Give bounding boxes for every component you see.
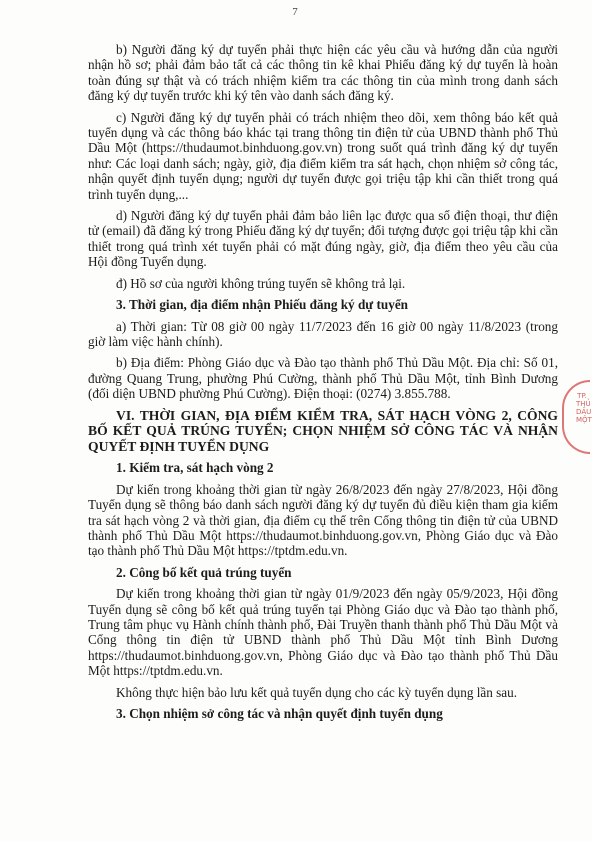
paragraph-b: b) Người đăng ký dự tuyển phải thực hiện các yêu cầu và hướng dẫn của người nhận hồ sơ; phải đảm bảo tất cả các thông tin kê khai Phiếu đăng ký dự tuyển là hoàn toàn đúng sự thật và có trách nhiệm kiểm tra các thông tin của mình trong danh sách đăng ký dự tuyển trước khi ký tên vào danh sách đăng ký. bbox=[88, 42, 558, 104]
stamp-text: TP. THỦ DẦU MỘT bbox=[576, 392, 592, 424]
paragraph-c: c) Người đăng ký dự tuyển phải có trách nhiệm theo dõi, xem thông báo kết quả tuyển dụng và các thông báo khác tại trang thông tin điện tử của UBND thành phố Thủ Dầu Một (https://thudaumot.binhduong.gov.vn) trong suốt quá trình đăng ký dự tuyển như: Các loại danh sách; ngày, giờ, địa điểm kiểm tra sát hạch, chọn nhiệm sở công tác, nhận quyết định tuyển dụng; người dự tuyển được gọi triệu tập khi cần thiết trong quá trình tuyển dụng,... bbox=[88, 109, 558, 202]
section-vi-2-heading: 2. Công bố kết quả trúng tuyển bbox=[116, 564, 292, 580]
section-vi-2-note: Không thực hiện bảo lưu kết quả tuyển dụng cho các kỳ tuyển dụng lần sau. bbox=[116, 684, 518, 700]
section-3-time: a) Thời gian: Từ 08 giờ 00 ngày 11/7/2023 đến 16 giờ 00 ngày 11/8/2023 (trong giờ làm việc hành chính). bbox=[88, 318, 558, 349]
section-vi-1-text: Dự kiến trong khoảng thời gian từ ngày 26/8/2023 đến ngày 27/8/2023, Hội đồng Tuyển dụng sẽ thông báo danh sách người đăng ký dự tuyển đủ điều kiện tham gia kiểm tra sát hạch vòng 2 và thời gian, địa điểm cụ thể trên Cổng thông tin điện tử của UBND thành phố Thủ Dầu Một https://thudaumot.binhduong.gov.vn, Phòng Giáo dục và Đào tạo thành phố Thủ Dầu Một https://tptdm.edu.vn. bbox=[88, 481, 558, 559]
section-3-location: b) Địa điểm: Phòng Giáo dục và Đào tạo thành phố Thủ Dầu Một. Địa chỉ: Số 01, đường Quang Trung, phường Phú Cường, thành phố Thủ Dầu Một, tỉnh Bình Dương (đối diện UBND phường Phú Cường). Điện thoại: (0274) 3.855.788. bbox=[88, 355, 558, 402]
section-vi-2-text: Dự kiến trong khoảng thời gian từ ngày 01/9/2023 đến ngày 05/9/2023, Hội đồng Tuyển dụng sẽ công bố kết quả trúng tuyển tại Phòng Giáo dục và Đào tạo thành phố, Trung tâm phục vụ Hành chính thành phố, Đài Truyền thanh thành phố Thủ Dầu Một và Cổng thông tin điện tử UBND thành phố Thủ Dầu Một tỉnh Bình Dương https://thudaumot.binhduong.gov.vn, Phòng Giáo dục và Đào tạo thành phố Thủ Dầu Một https://tptdm.edu.vn. bbox=[88, 586, 558, 679]
section-vi-3-heading: 3. Chọn nhiệm sở công tác và nhận quyết định tuyển dụng bbox=[116, 706, 443, 721]
section-vi-heading: VI. THỜI GIAN, ĐỊA ĐIỂM KIỂM TRA, SÁT HẠCH VÒNG 2, CÔNG BỐ KẾT QUẢ TRÚNG TUYỂN; CHỌN NHIỆM SỞ CÔNG TÁC VÀ NHẬN QUYẾT ĐỊNH TUYỂN DỤNG bbox=[88, 407, 558, 454]
section-vi-1-heading: 1. Kiểm tra, sát hạch vòng 2 bbox=[116, 460, 274, 476]
page-number: 7 bbox=[292, 6, 298, 18]
section-3-heading: 3. Thời gian, địa điểm nhận Phiếu đăng ký dự tuyển bbox=[116, 297, 409, 313]
document-body bbox=[88, 42, 558, 721]
paragraph-dd: đ) Hồ sơ của người không trúng tuyển sẽ không trả lại. bbox=[116, 275, 406, 291]
paragraph-d: d) Người đăng ký dự tuyển phải đảm bảo liên lạc được qua số điện thoại, thư điện tử (email) đã đăng ký trong Phiếu đăng ký dự tuyển; đối tượng được gọi triệu tập khi cần thiết trong quá trình xét tuyển phải có mặt đúng ngày, giờ, địa điểm theo yêu cầu của Hội đồng Tuyển dụng. bbox=[88, 208, 558, 270]
